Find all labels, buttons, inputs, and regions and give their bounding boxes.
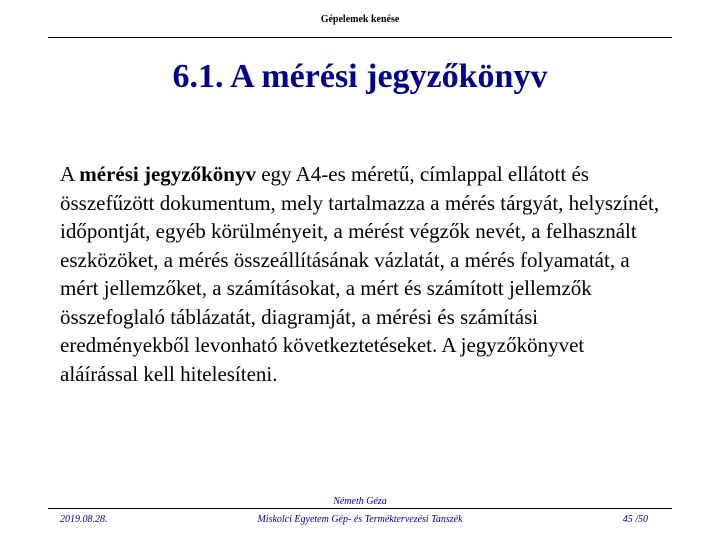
header-label: Gépelemek kenése bbox=[320, 14, 400, 25]
body-rest: egy A4-es méretű, címlappal ellátott és összefűzött dokumentum, mely tartalmazza a mérés tárgyát, helyszínét, időpontját, egyéb körülményeit, a mérést végzők nevét, a felhasznált eszközöket, a mérés összeállításának vázlatát, a mérés folyamatát, a mért jellemzőket, a számításokat, a mért és számított jellemzők összefoglaló táblázatát, diagramját, a mérési és számítási eredményekből levonható következtetéseket. A jegyzőkönyvet aláírással kell hitelesíteni. bbox=[60, 162, 660, 386]
header-divider bbox=[48, 37, 672, 38]
footer-date: 2019.08.28. bbox=[60, 514, 108, 525]
footer-divider bbox=[48, 508, 672, 509]
body-bold-term: mérési jegyzőkönyv bbox=[79, 162, 256, 186]
footer-institution: Miskolci Egyetem Gép- és Terméktervezési Tanszék bbox=[257, 514, 463, 525]
footer-page-number: 45 /50 bbox=[622, 514, 648, 525]
footer-author: Németh Géza bbox=[333, 496, 387, 507]
body-lead: A bbox=[60, 162, 80, 186]
slide-title: 6.1. A mérési jegyzőkönyv bbox=[172, 58, 548, 95]
slide-body bbox=[60, 160, 660, 388]
